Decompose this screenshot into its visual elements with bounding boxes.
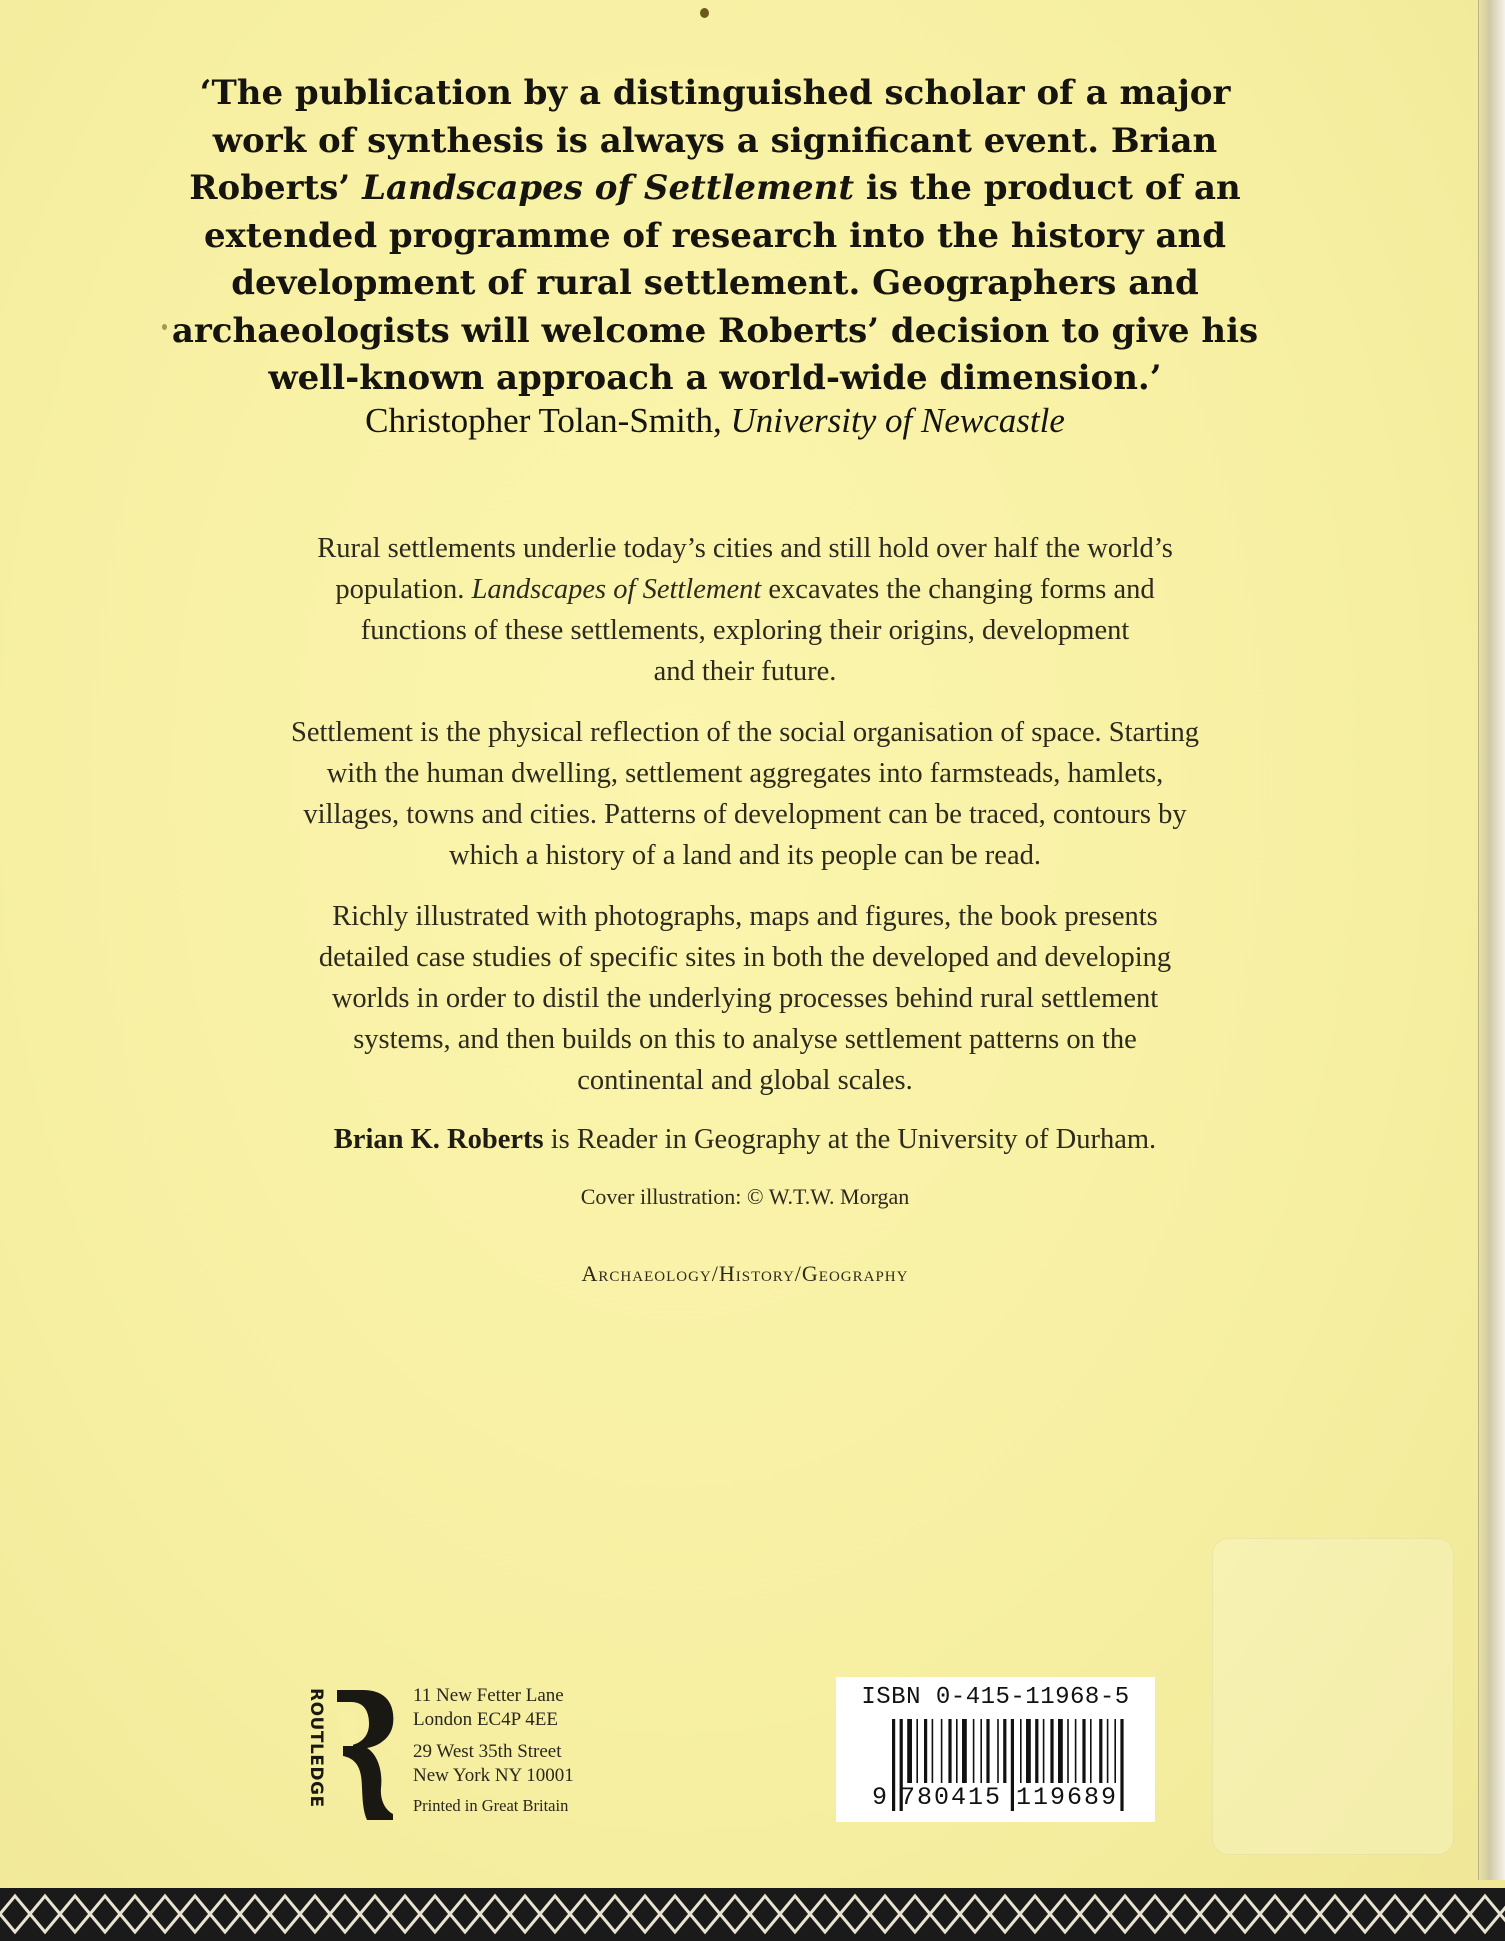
quote-line: archaeologists will welcome Roberts’ decision to give his [171, 310, 1259, 351]
quote-line: development of rural settlement. Geographers and [231, 263, 1199, 303]
reviewer-name: Christopher Tolan-Smith, [365, 401, 731, 440]
barcode-bar [1050, 1719, 1053, 1783]
barcode-bar [948, 1719, 951, 1783]
blurb-line: and their future. [653, 656, 837, 687]
barcode-bar [892, 1719, 895, 1811]
barcode-bar [1082, 1719, 1085, 1783]
barcode-bar [924, 1719, 927, 1783]
barcode-digits-left: 780415 [900, 1783, 1003, 1812]
blurb-line: functions of these settlements, exploring their origins, development [360, 615, 1130, 646]
book-spine-edge [1478, 0, 1505, 1880]
printed-in: Printed in Great Britain [413, 1796, 569, 1815]
barcode-bar [1075, 1719, 1077, 1783]
isbn-barcode [836, 1677, 1155, 1822]
blurb-line: detailed case studies of specific sites in both the developed and developing [318, 942, 1172, 973]
quote-attribution [160, 400, 1270, 442]
blurb-line: with the human dwelling, settlement aggregates into farmsteads, hamlets, [326, 758, 1164, 789]
quote-line: ‘The publication by a distinguished scholar of a major [199, 73, 1231, 113]
london-address-line-1: 11 New Fetter Lane [413, 1685, 564, 1706]
barcode-bar [1043, 1719, 1045, 1783]
barcode-bar [1099, 1719, 1102, 1783]
newyork-address-line-2: New York NY 10001 [413, 1765, 574, 1786]
barcode-bar [916, 1719, 918, 1783]
barcode-bar [986, 1719, 989, 1783]
zigzag-pattern [0, 1888, 1505, 1941]
book-title-italic: Landscapes of Settlement [471, 574, 762, 605]
blurb-text: population. [335, 574, 472, 605]
blurb-line: Richly illustrated with photographs, maps and figures, the book presents [332, 901, 1158, 932]
barcode-bar [1003, 1719, 1006, 1783]
blurb-line: Rural settlements underlie today’s cities and still hold over half the world’s [317, 533, 1173, 564]
barcode-bar [941, 1719, 943, 1783]
reviewer-affiliation: University of Newcastle [730, 401, 1065, 440]
library-label-residue [1212, 1538, 1454, 1855]
barcode-bar [962, 1719, 967, 1783]
subject-categories: Archaeology/History/Geography [581, 1261, 909, 1286]
blurb-line: Settlement is the physical reflection of the social organisation of space. Starting [290, 717, 1200, 748]
barcode-bar [1114, 1719, 1116, 1783]
quote-text: is the product of an [854, 168, 1241, 208]
blurb-paragraph-3 [195, 896, 1295, 1101]
barcode-bar [1107, 1719, 1109, 1783]
quote-line: work of synthesis is always a significant event. Brian [212, 120, 1218, 161]
barcode-bar [956, 1719, 958, 1783]
barcode-bar [1035, 1719, 1038, 1783]
address-spacer [413, 1732, 574, 1740]
book-title-italic: Landscapes of Settlement [362, 168, 855, 208]
author-bio-text: is Reader in Geography at the University of Durham. [543, 1124, 1157, 1155]
barcode-bar [980, 1719, 982, 1783]
blurb-text: excavates the changing forms and [761, 574, 1155, 605]
barcode-bar [1020, 1719, 1022, 1783]
blurb-line: which a history of a land and its people can be read. [449, 840, 1041, 871]
barcode-bar [973, 1719, 975, 1783]
routledge-face-profile [337, 1710, 358, 1746]
blurb-paragraph-1 [195, 528, 1295, 692]
newyork-address-line-1: 29 West 35th Street [413, 1741, 562, 1762]
author-bio [195, 1119, 1295, 1160]
ink-speck [700, 8, 709, 18]
logo-wordmark: ROUTLEDGE [306, 1688, 326, 1808]
routledge-logo [297, 1684, 409, 1824]
barcode-bar [1120, 1719, 1123, 1811]
barcode-digits-right: 119689 [1016, 1783, 1119, 1812]
blurb-line: worlds in order to distil the underlying processes behind rural settlement [331, 983, 1159, 1014]
blurb-line: systems, and then builds on this to analyse settlement patterns on the [353, 1024, 1137, 1055]
blurb-line: villages, towns and cities. Patterns of development can be traced, contours by [303, 799, 1187, 830]
quote-line: well-known approach a world-wide dimension.’ [268, 358, 1162, 398]
barcode-digit-first: 9 [872, 1783, 888, 1812]
barcode-bar [997, 1719, 999, 1783]
blurb-line: continental and global scales. [577, 1065, 913, 1096]
isbn-number: ISBN 0-415-11968-5 [861, 1684, 1130, 1711]
barcode-bar [932, 1719, 934, 1783]
barcode-bars [836, 1677, 1155, 1822]
london-address-line-2: London EC4P 4EE [413, 1709, 558, 1730]
blurb-paragraph-2 [195, 712, 1295, 876]
barcode-bar [1067, 1719, 1069, 1783]
publisher-addresses [413, 1684, 574, 1818]
author-name: Brian K. Roberts [333, 1124, 544, 1155]
routledge-r-mark [337, 1690, 393, 1820]
barcode-bar [907, 1719, 912, 1783]
review-quote [160, 70, 1270, 403]
barcode-bar [1090, 1719, 1092, 1783]
barcode-bar [1026, 1719, 1031, 1783]
quote-text: Roberts’ [189, 168, 363, 208]
quote-line [160, 165, 1270, 213]
barcode-bar [1058, 1719, 1063, 1783]
decorative-border [0, 1888, 1505, 1941]
cover-illustration-credit: Cover illustration: © W.T.W. Morgan [580, 1184, 910, 1209]
routledge-logo-mark [297, 1684, 409, 1824]
blurb-line [195, 569, 1295, 610]
barcode-bar [1011, 1719, 1014, 1811]
quote-line: extended programme of research into the history and [203, 215, 1227, 256]
